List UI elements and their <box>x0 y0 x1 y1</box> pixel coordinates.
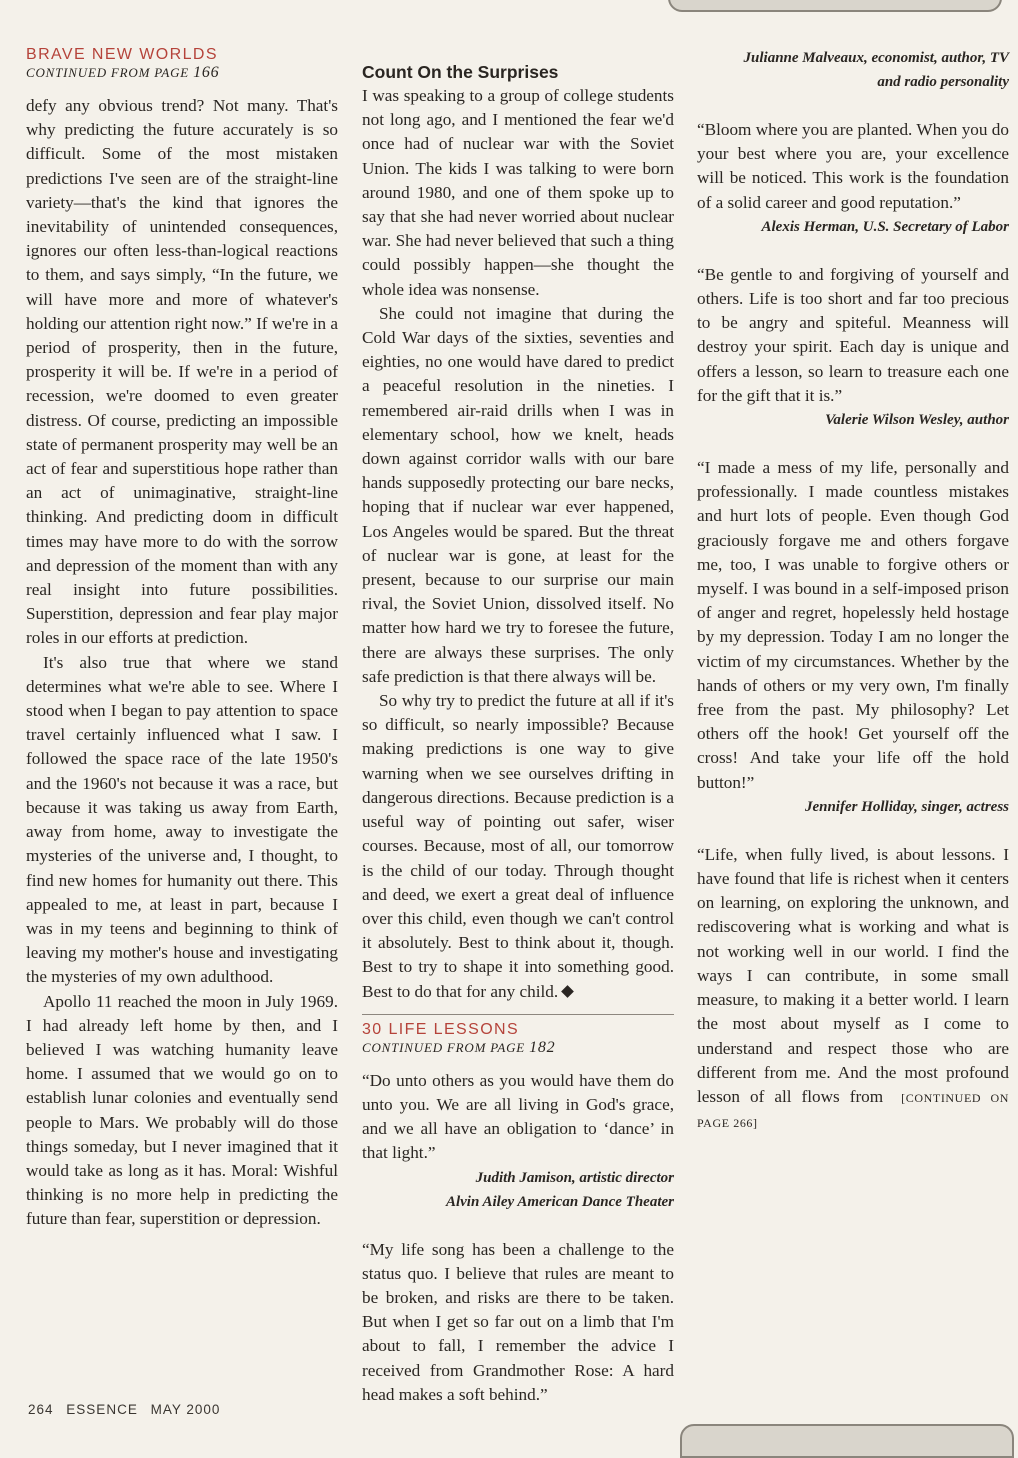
section-title: BRAVE NEW WORLDS <box>26 46 218 63</box>
subheading: Count On the Surprises <box>362 62 559 82</box>
quote-attribution: Valerie Wilson Wesley, author <box>825 412 1009 429</box>
body-paragraph: It's also true that where we stand determines what we're able to see. Where I stood when I began to pay attention to space travel certainly influenced what I saw. I followed the space race of the late 1950's and the 1960's not because it was a race, but because it was taking us away from Earth, away from home, away to investigate the mysteries of the universe and, I thought, to find new homes for humanity out there. This appealed to me, at least in part, because I was in my teens and beginning to think of leaving my mother's house and investigating the mysteries of my own adulthood. <box>26 652 338 987</box>
quote-attribution: and radio personality <box>877 74 1009 90</box>
issue-date: MAY 2000 <box>150 1402 221 1417</box>
continued-on: [CONTINUED ON PAGE 266] <box>697 1090 1009 1131</box>
page-footer <box>28 1402 228 1417</box>
page-tab-bottom <box>680 1424 1014 1458</box>
body-paragraph: Apollo 11 reached the moon in July 1969. I had already left home by then, and I believed I was watching humanity leave home. I assumed that we would go on to establish lunar colonies and eventually send people to Mars. We probably will do those things someday, but I never imagined that it would take as long as it has. Moral: Wishful thinking is no more help in predicting the future than fear, superstition or depression. <box>26 991 338 1229</box>
end-mark-icon <box>561 985 574 998</box>
quote-text: “I made a mess of my life, personally and professionally. I made countless mistakes and hurt lots of people. Even though God graciously forgave me and others forgave me, too, I was unable to forgive others or myself. I was bound in a self-imposed prison of anger and regret, hopelessly held hostage by my depression. Today I am no longer the victim of my circumstances. Whether by the hands of others or my very own, I'm finally free from the past. My philosophy? Let others off the hook! Get yourself off the cross! And take your life off the hold button!” <box>697 458 1009 792</box>
quote-attribution: Julianne Malveaux, economist, author, TV <box>743 50 1009 66</box>
quote-attribution: Jennifer Holliday, singer, actress <box>804 798 1009 815</box>
quote-text: “Be gentle to and forgiving of yourself and others. Life is too short and far too precious to be angry and spiteful. Meanness will destroy your spirit. Each day is unique and offers a lesson, so learn to treasure each one for the gift that it is.” <box>697 264 1009 405</box>
continued-from: CONTINUED FROM PAGE 182 <box>362 1038 556 1056</box>
body-paragraph: She could not imagine that during the Cold War days of the sixties, seventies and eighties, no one would have dared to predict a peaceful resolution in the nineties. I remembered air-raid drills when I was in elementary school, how we knelt, heads down against corridor walls with our bare hands supposedly protecting our bare necks, hoping that if nuclear war ever happened, Los Angeles would be spared. But the threat of nuclear war is gone, at least for the present, because to our surprise our main rival, the Soviet Union, dissolved itself. No matter how hard we try to foresee the future, there are always these surprises. The only safe prediction is that there always will be. <box>362 303 674 686</box>
body-paragraph: defy any obvious trend? Not many. That's why predicting the future accurately is so difficult. Some of the most mistaken predictions I've seen are of the straight-line variety—that's the kind that ignores the inevitability of unintended consequences, ignores our often less-than-logical reactions to them, and says simply, “In the future, we will have more and more of whatever's holding our attention right now.” If we're in a period of prosperity, then in the future, prosperity it will be. If we're in a period of recession, we're doomed to even greater distress. Of course, predicting an impossible state of permanent prosperity may well be an act of fear and superstitious hope rather than an act of unimaginative, straight-line thinking. And predicting doom in difficult times may have more to do with the sorrow and depression of the moment than with any real insight into future possibilities. Superstition, depression and fear play major roles in our efforts at prediction. <box>26 96 338 648</box>
section-title: 30 LIFE LESSONS <box>362 1020 520 1038</box>
quote-text: “Do unto others as you would have them do unto you. We are all living in God's grace, and we all have an obligation to ‘dance’ in that light.” <box>362 1070 674 1163</box>
quote-text: “Life, when fully lived, is about lessons. I have found that life is richest when it centers on learning, on exploring the unknown, and rediscovering what is working and what is not working well in our world. I find the ways I can contribute, in some small measure, to making it a better world. I learn the most about myself as I come to understand and respect those who are different from me. And the most profound lesson of all flows from [CONTINUED ON PAGE 266] <box>697 844 1009 1131</box>
section-divider <box>362 1014 674 1015</box>
quote-text: “My life song has been a challenge to the status quo. I believe that rules are meant to be broken, and risks are there to be taken. But when I get so far out on a limb that I'm about to fall, I remember the advice I received from Grandmother Rose: A hard head makes a soft behind.” <box>362 1239 674 1404</box>
magazine-name: ESSENCE <box>66 1402 138 1417</box>
column-2 <box>362 46 674 1407</box>
continued-from: CONTINUED FROM PAGE 166 <box>26 64 220 81</box>
page-tab-top <box>668 0 1002 12</box>
quote-attribution: Judith Jamison, artistic director <box>475 1169 674 1186</box>
quote-text: “Bloom where you are planted. When you do your best where you are, your excellence will be noticed. This work is the foundation of a solid career and good reputation.” <box>697 120 1009 212</box>
body-paragraph: So why try to predict the future at all if it's so difficult, so nearly impossible? Because making predictions is one way to give warning when we see ourselves drifting in dangerous directions. Because prediction is a useful way of pointing out safer, wiser courses. Because, most of all, our tomorrow is the child of our today. Through thought and deed, we exert a great deal of influence over this child, even though we can't control it absolutely. Best to think about it, though. Best to try to shape it into something good. Best to do that for any child. <box>362 691 674 1001</box>
quote-attribution: Alexis Herman, U.S. Secretary of Labor <box>761 218 1009 235</box>
quote-attribution: Alvin Ailey American Dance Theater <box>445 1193 674 1210</box>
body-paragraph: I was speaking to a group of college students not long ago, and I mentioned the fear we'd once had of nuclear war with the Soviet Union. The kids I was talking to were born around 1980, and one of them spoke up to say that she had never worried about nuclear war. She had never believed that such a thing could possibly happen—she thought the whole idea was nonsense. <box>362 86 674 299</box>
page-number: 264 <box>28 1402 54 1417</box>
column-1 <box>26 46 338 1232</box>
column-3 <box>697 46 1009 1135</box>
